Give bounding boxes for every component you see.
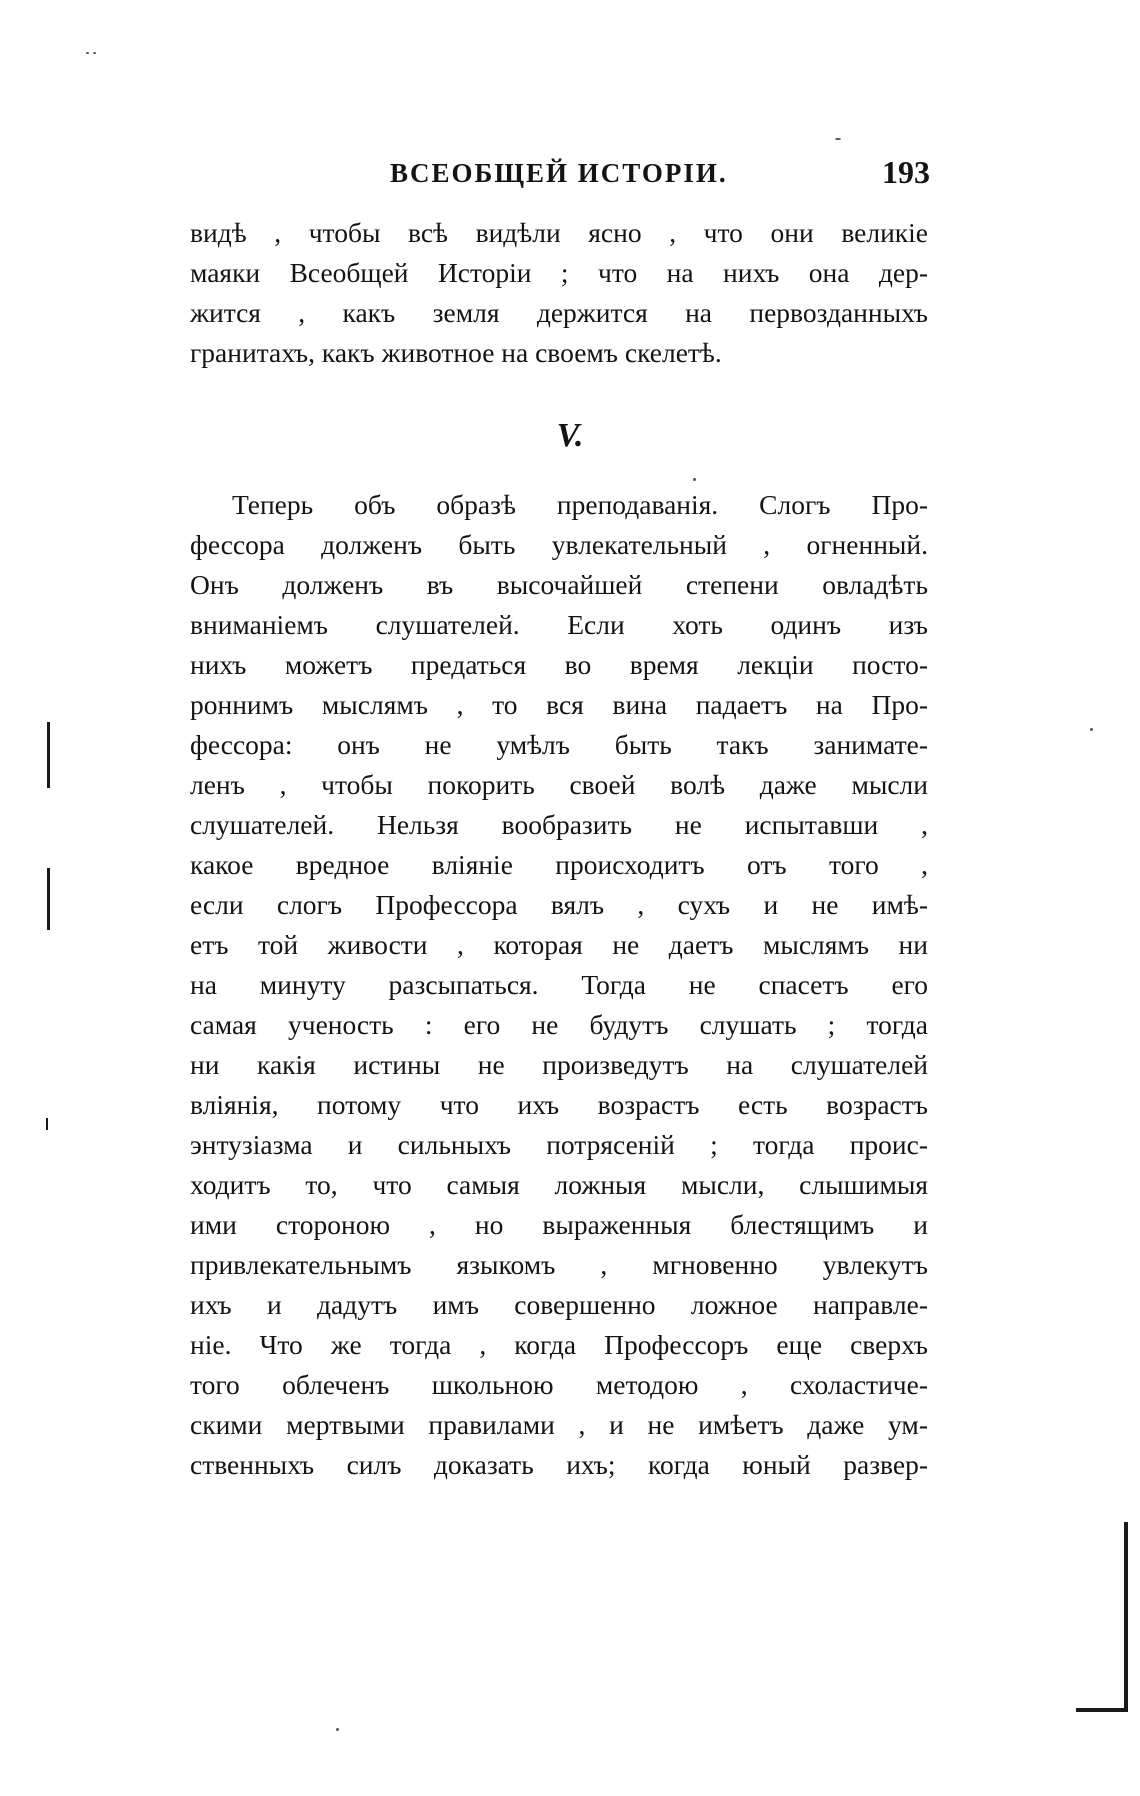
margin-bar-left — [47, 722, 50, 788]
text-line: вниманіемъ слушателей. Если хоть одинъ изъ — [190, 609, 928, 640]
margin-bar-left — [47, 868, 50, 930]
text-line: фессора долженъ быть увлекательный , огненный. — [190, 529, 928, 560]
scan-speck — [693, 478, 696, 481]
text-line: жится , какъ земля держится на первозданныхъ — [190, 297, 928, 328]
margin-bar-right — [1124, 1522, 1128, 1712]
running-title: ВСЕОБЩЕЙ ИСТОРІИ. — [390, 158, 728, 188]
margin-foot-right — [1076, 1708, 1128, 1712]
text-line: ленъ , чтобы покорить своей волѣ даже мысли — [190, 769, 928, 800]
text-line: энтузіазма и сильныхъ потрясеній ; тогда проис- — [190, 1129, 928, 1160]
text-line: того облеченъ школьною методою , схоластиче- — [190, 1369, 928, 1400]
text-line: самая ученость : его не будутъ слушать ; тогда — [190, 1009, 928, 1040]
scan-speck — [86, 52, 89, 54]
section-heading: V. — [556, 417, 584, 454]
text-line: ни какія истины не произведутъ на слушателей — [190, 1049, 928, 1080]
text-line: ственныхъ силъ доказать ихъ; когда юный развер- — [190, 1449, 928, 1480]
scan-speck — [835, 138, 841, 140]
running-head — [390, 154, 930, 198]
text-line: роннимъ мыслямъ , то вся вина падаетъ на Про- — [190, 689, 928, 720]
text-line: видѣ , чтобы всѣ видѣли ясно , что они великіе — [190, 217, 928, 248]
text-line: ніе. Что же тогда , когда Профессоръ еще сверхъ — [190, 1329, 928, 1360]
paragraph-continuation — [190, 213, 928, 373]
text-line: Теперь объ образѣ преподаванія. Слогъ Про- — [232, 489, 928, 520]
text-line: на минуту разсыпаться. Тогда не спасетъ его — [190, 969, 928, 1000]
section-paragraph — [190, 485, 928, 1485]
text-line: скими мертвыми правилами , и не имѣетъ даже ум- — [190, 1409, 928, 1440]
text-line: вліянія, потому что ихъ возрастъ есть возрастъ — [190, 1089, 928, 1120]
scan-speck — [336, 1728, 339, 1731]
text-line: Онъ долженъ въ высочайшей степени овладѣть — [190, 569, 928, 600]
text-line: ими стороною , но выраженныя блестящимъ и — [190, 1209, 928, 1240]
scan-speck — [93, 52, 96, 54]
text-line: какое вредное вліяніе происходитъ отъ того , — [190, 849, 928, 880]
text-line: привлекательнымъ языкомъ , мгновенно увлекутъ — [190, 1249, 928, 1280]
text-line: ихъ и дадутъ имъ совершенно ложное направле- — [190, 1289, 928, 1320]
text-line: слушателей. Нельзя вообразить не испытавши , — [190, 809, 928, 840]
margin-tick-left — [46, 1118, 48, 1130]
scan-speck — [1090, 728, 1093, 731]
text-line: маяки Всеобщей Исторіи ; что на нихъ она дер- — [190, 257, 928, 288]
text-line: нихъ можетъ предаться во время лекціи посто- — [190, 649, 928, 680]
text-line: етъ той живости , которая не даетъ мыслямъ ни — [190, 929, 928, 960]
text-line: если слогъ Профессора вялъ , сухъ и не имѣ- — [190, 889, 928, 920]
text-line: ходитъ то, что самыя ложныя мысли, слышимыя — [190, 1169, 928, 1200]
page-number: 193 — [882, 154, 930, 190]
text-line: фессора: онъ не умѣлъ быть такъ занимате- — [190, 729, 928, 760]
text-line: гранитахъ, какъ животное на своемъ скелетѣ. — [190, 337, 722, 368]
